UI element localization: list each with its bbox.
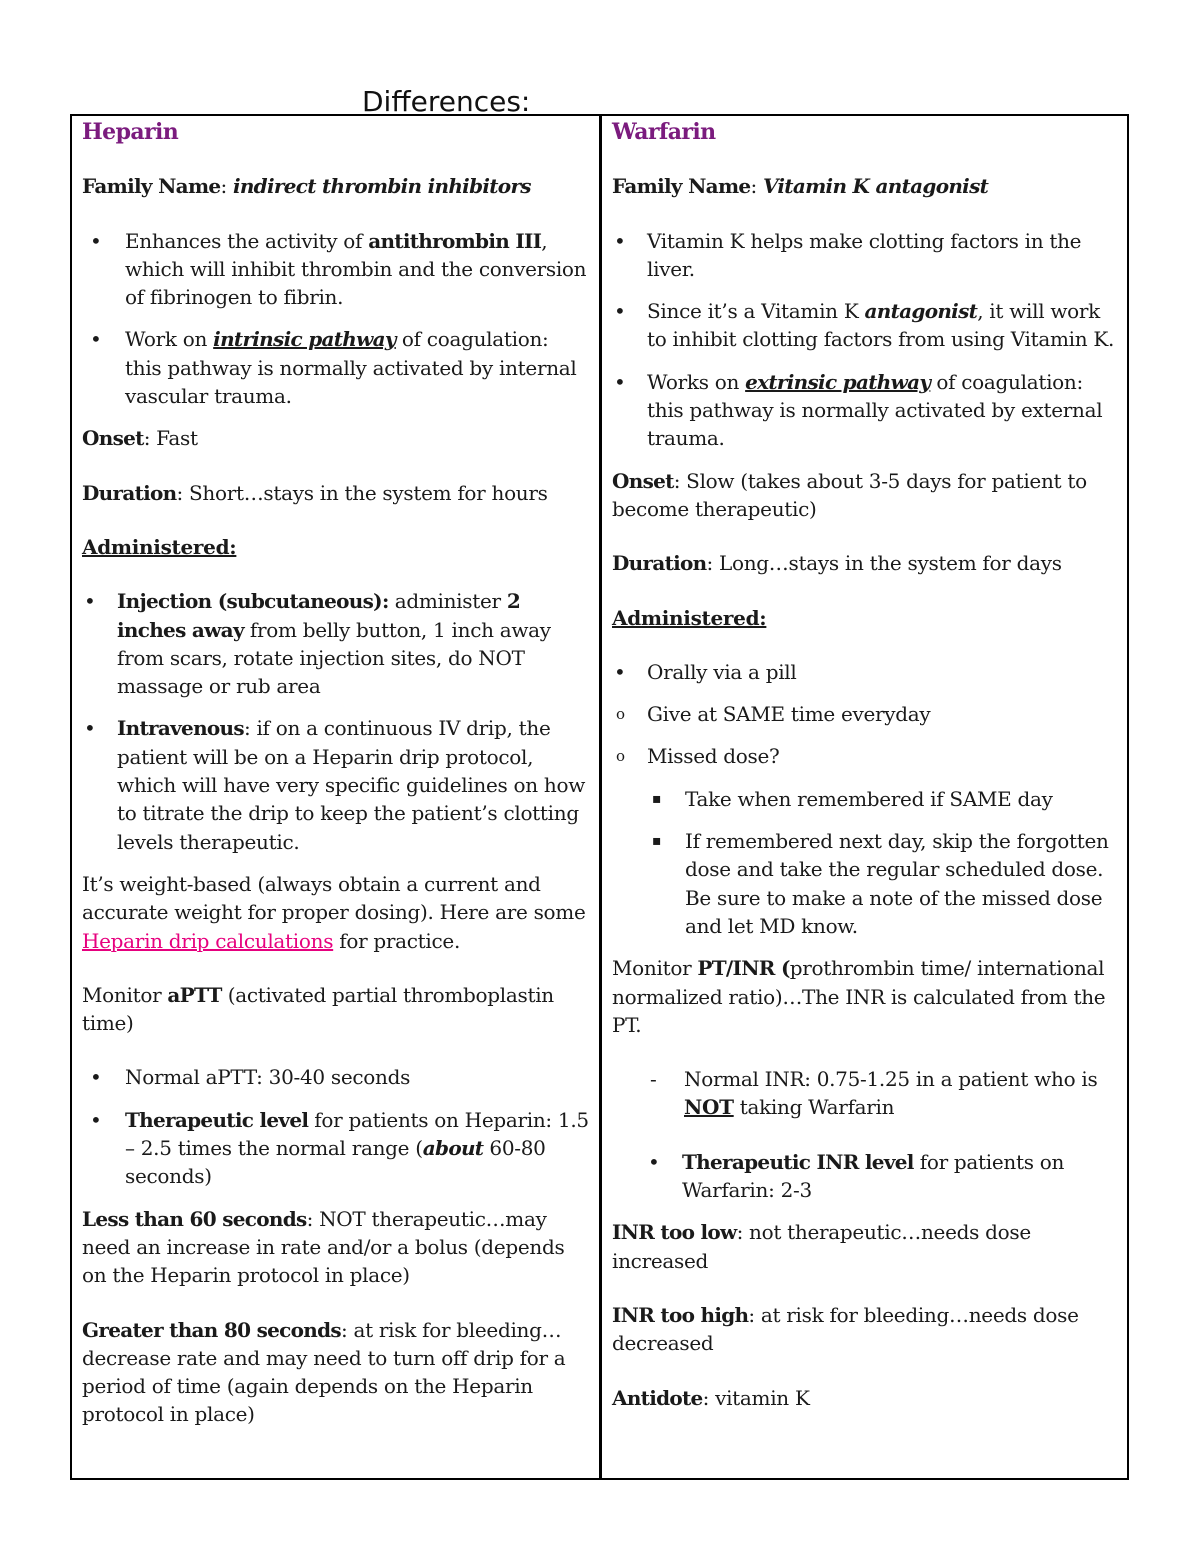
heparin-monitor: Monitor aPTT (activated partial thromboplastin time)	[82, 982, 554, 1036]
warfarin-column	[602, 116, 1127, 1478]
heparin-monitor-list	[82, 1063, 589, 1190]
warfarin-administered-heading: Administered:	[612, 605, 767, 630]
list-item: • Normal aPTT: 30-40 seconds	[82, 1063, 589, 1091]
list-item: • Enhances the activity of antithrombin III, which will inhibit thrombin and the conversion of fibrinogen to fibrin.	[82, 227, 589, 312]
heparin-admin-list	[82, 587, 589, 856]
heparin-duration: Duration: Short…stays in the system for hours	[82, 480, 548, 505]
heparin-greater-than: Greater than 80 seconds: at risk for bleeding…decrease rate and may need to turn off drip for a period of time (again depends on the Heparin protocol in place)	[82, 1317, 566, 1427]
list-item: • Orally via a pill	[612, 658, 1119, 686]
heparin-weight-note: It’s weight-based (always obtain a current and accurate weight for proper dosing). Here are some Heparin drip calculations for practice.	[82, 871, 586, 953]
warfarin-inr-low: INR too low: not therapeutic…needs dose increased	[612, 1220, 1031, 1273]
warfarin-monitor-list	[612, 1065, 1119, 1204]
list-item: • Therapeutic INR level for patients on Warfarin: 2-3	[612, 1148, 1119, 1205]
list-item: • Works on extrinsic pathway of coagulation: this pathway is normally activated by external trauma.	[612, 368, 1119, 453]
warfarin-monitor: Monitor PT/INR (prothrombin time/ international normalized ratio)…The INR is calculated from the PT.	[612, 956, 1106, 1037]
warfarin-mechanism-list	[612, 227, 1119, 453]
heparin-onset: Onset: Fast	[82, 426, 198, 451]
heparin-family: Family Name: indirect thrombin inhibitors	[82, 174, 531, 199]
heparin-column	[72, 116, 602, 1478]
heparin-drip-link[interactable]: Heparin drip calculations	[82, 928, 334, 953]
heparin-title: Heparin	[82, 119, 179, 145]
list-item: o Give at SAME time everyday	[612, 700, 1119, 728]
heparin-less-than: Less than 60 seconds: NOT therapeutic…may need an increase in rate and/or a bolus (depends on the Heparin protocol in place)	[82, 1206, 565, 1288]
list-item: o Missed dose?	[612, 742, 1119, 770]
warfarin-duration: Duration: Long…stays in the system for days	[612, 551, 1062, 576]
list-item: ▪ If remembered next day, skip the forgotten dose and take the regular scheduled dose. Be sure to make a note of the missed dose and let MD know.	[612, 827, 1119, 940]
list-item: • Vitamin K helps make clotting factors in the liver.	[612, 227, 1119, 284]
warfarin-antidote: Antidote: vitamin K	[612, 1385, 810, 1410]
list-item: • Therapeutic level for patients on Heparin: 1.5 – 2.5 times the normal range (about 60-80 seconds)	[82, 1106, 589, 1191]
list-item: • Intravenous: if on a continuous IV drip, the patient will be on a Heparin drip protocol, which will have very specific guidelines on how to titrate the drip to keep the patient’s clotting levels therapeutic.	[82, 714, 589, 855]
warfarin-onset: Onset: Slow (takes about 3-5 days for patient to become therapeutic)	[612, 468, 1087, 521]
warfarin-inr-high: INR too high: at risk for bleeding…needs dose decreased	[612, 1302, 1079, 1356]
heparin-administered-heading: Administered:	[82, 534, 237, 559]
page-title: Differences:	[362, 85, 531, 118]
list-item: • Work on intrinsic pathway of coagulation: this pathway is normally activated by internal vascular trauma.	[82, 325, 589, 410]
heparin-mechanism-list	[82, 227, 589, 411]
list-item: • Since it’s a Vitamin K antagonist, it will work to inhibit clotting factors from using Vitamin K.	[612, 297, 1119, 354]
warfarin-admin-list	[612, 658, 1119, 940]
list-item: • Injection (subcutaneous): administer 2 inches away from belly button, 1 inch away from scars, rotate injection sites, do NOT massage or rub area	[82, 587, 589, 700]
list-item: ▪ Take when remembered if SAME day	[612, 785, 1119, 813]
list-item: - Normal INR: 0.75-1.25 in a patient who is NOT taking Warfarin	[612, 1065, 1119, 1122]
comparison-table	[70, 114, 1129, 1480]
warfarin-family: Family Name: Vitamin K antagonist	[612, 174, 989, 199]
warfarin-title: Warfarin	[612, 119, 716, 145]
